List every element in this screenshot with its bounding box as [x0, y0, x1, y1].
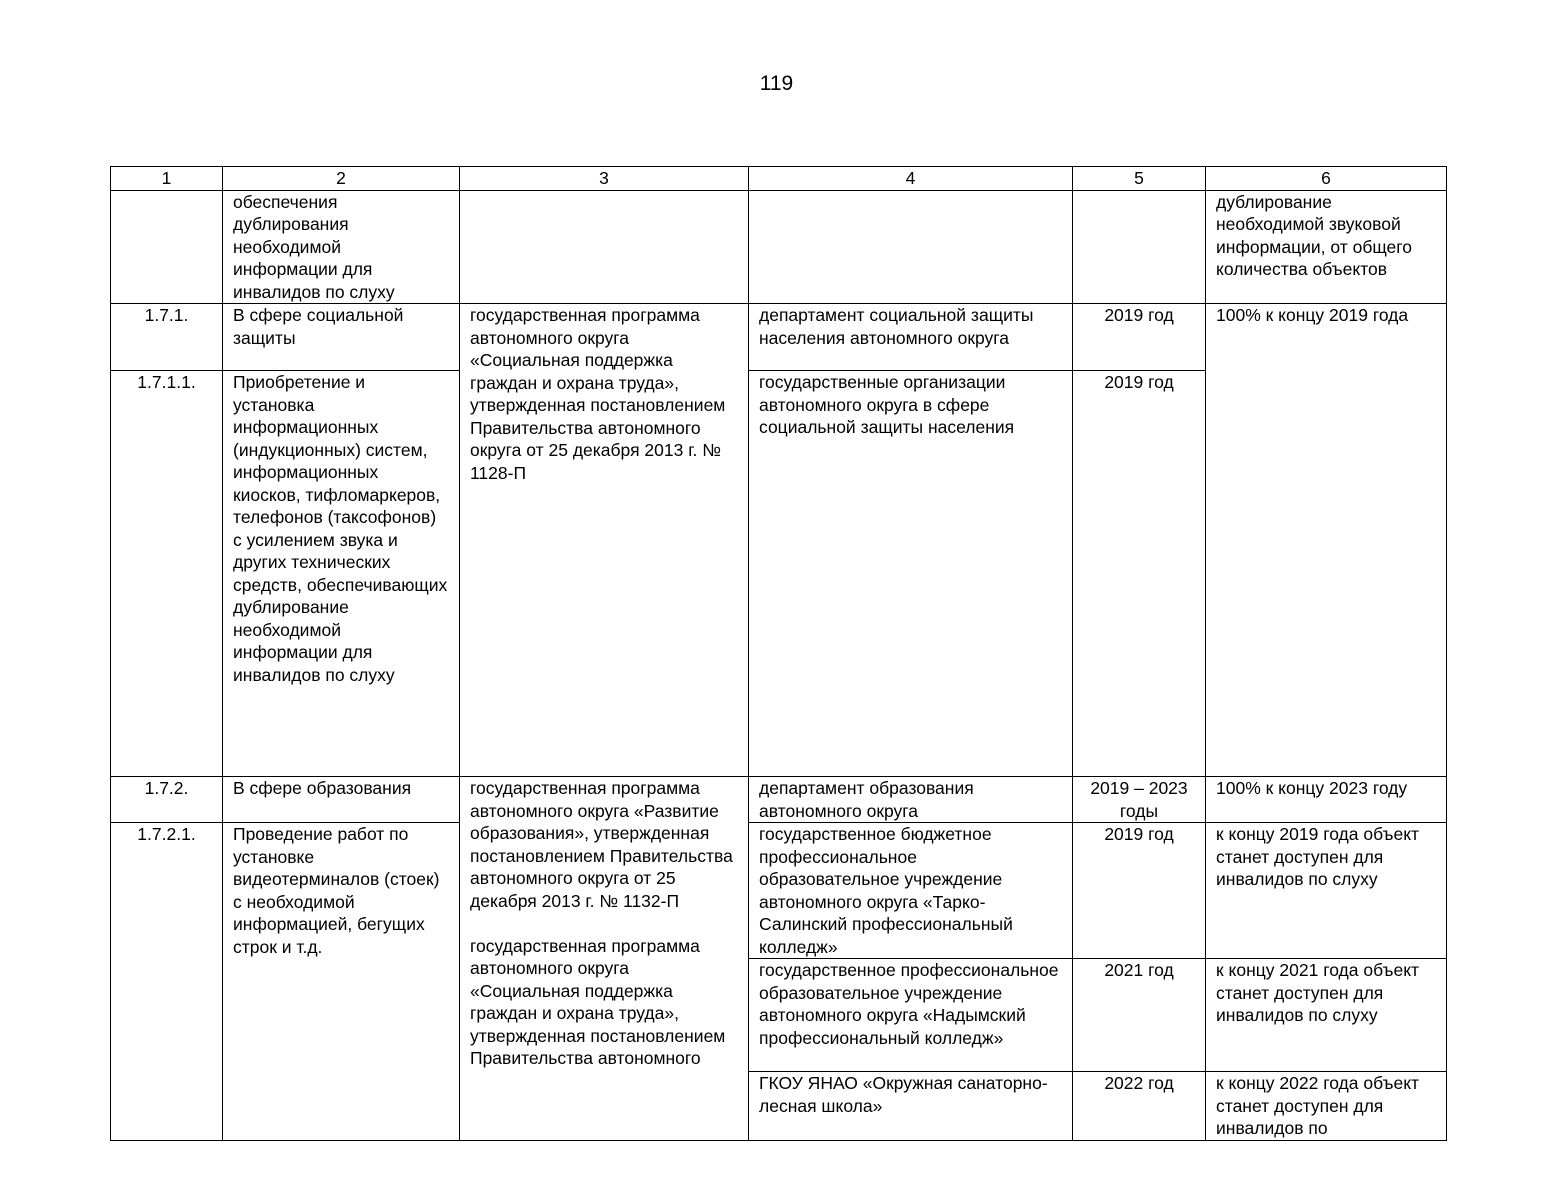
program-text-1: государственная программа автономного округа «Развитие образования», утвержденная постановлением Правительства автономного округа от 25 декабря 2013 г. № 1132-П	[470, 778, 733, 911]
cell-year: 2019 год	[1073, 304, 1206, 371]
table-row-1-7-1	[111, 304, 1447, 371]
cell-num: 1.7.1.	[111, 304, 223, 371]
cell-executor	[749, 190, 1073, 304]
cell-executor: ГКОУ ЯНАО «Окружная санаторно-лесная школа»	[749, 1072, 1073, 1141]
header-row	[111, 167, 1447, 191]
table-row-1-7-2	[111, 777, 1447, 823]
cell-num	[111, 190, 223, 304]
cell-year: 2019 год	[1073, 823, 1206, 959]
header-col-5: 5	[1073, 167, 1206, 191]
table-row-1-7-2-1	[111, 823, 1447, 959]
cell-executor: государственные организации автономного округа в сфере социальной защиты населения	[749, 371, 1073, 777]
header-col-3: 3	[460, 167, 749, 191]
cell-year: 2022 год	[1073, 1072, 1206, 1141]
cell-year	[1073, 190, 1206, 304]
cell-result: 100% к концу 2019 года	[1206, 304, 1447, 777]
cell-program: государственная программа автономного округа «Социальная поддержка граждан и охрана труда», утвержденная постановлением Правительства автономного округа от 25 декабря 2013 г. № 1128-П	[460, 304, 749, 777]
cell-name: Проведение работ по установке видеотерминалов (стоек) с необходимой информацией, бегущих строк и т.д.	[223, 823, 460, 1141]
cell-year: 2019 – 2023 годы	[1073, 777, 1206, 823]
cell-year: 2019 год	[1073, 371, 1206, 777]
measures-table	[110, 166, 1447, 1141]
header-col-1: 1	[111, 167, 223, 191]
cell-program	[460, 777, 749, 1141]
cell-name: В сфере образования	[223, 777, 460, 823]
header-col-2: 2	[223, 167, 460, 191]
cell-year: 2021 год	[1073, 959, 1206, 1072]
cell-result: к концу 2019 года объект станет доступен для инвалидов по слуху	[1206, 823, 1447, 959]
cell-result: к концу 2021 года объект станет доступен для инвалидов по слуху	[1206, 959, 1447, 1072]
cell-executor: государственное профессиональное образовательное учреждение автономного округа «Надымский профессиональный колледж»	[749, 959, 1073, 1072]
cell-name: В сфере социальной защиты	[223, 304, 460, 371]
cell-result: дублирование необходимой звуковой информации, от общего количества объектов	[1206, 190, 1447, 304]
cell-num: 1.7.2.	[111, 777, 223, 823]
cell-executor: департамент образования автономного округа	[749, 777, 1073, 823]
cell-result: 100% к концу 2023 году	[1206, 777, 1447, 823]
cell-num: 1.7.2.1.	[111, 823, 223, 1141]
program-text-2: государственная программа автономного округа «Социальная поддержка граждан и охрана труда», утвержденная постановлением Правительства автономного	[470, 935, 726, 1068]
cell-program	[460, 190, 749, 304]
cell-name: обеспечения дублирования необходимой информации для инвалидов по слуху	[223, 190, 460, 304]
table-row-continued	[111, 190, 1447, 304]
page-number: 119	[759, 72, 794, 95]
cell-num: 1.7.1.1.	[111, 371, 223, 777]
cell-executor: государственное бюджетное профессиональное образовательное учреждение автономного округа «Тарко-Салинский профессиональный колледж»	[749, 823, 1073, 959]
cell-executor: департамент социальной защиты населения автономного округа	[749, 304, 1073, 371]
header-col-4: 4	[749, 167, 1073, 191]
cell-result: к концу 2022 года объект станет доступен для инвалидов по	[1206, 1072, 1447, 1141]
header-col-6: 6	[1206, 167, 1447, 191]
cell-name: Приобретение и установка информационных (индукционных) систем, информационных киосков, тифломаркеров, телефонов (таксофонов) с усилением звука и других технических средств, обеспечивающих дублирование необходимой информации для инвалидов по слуху	[223, 371, 460, 777]
